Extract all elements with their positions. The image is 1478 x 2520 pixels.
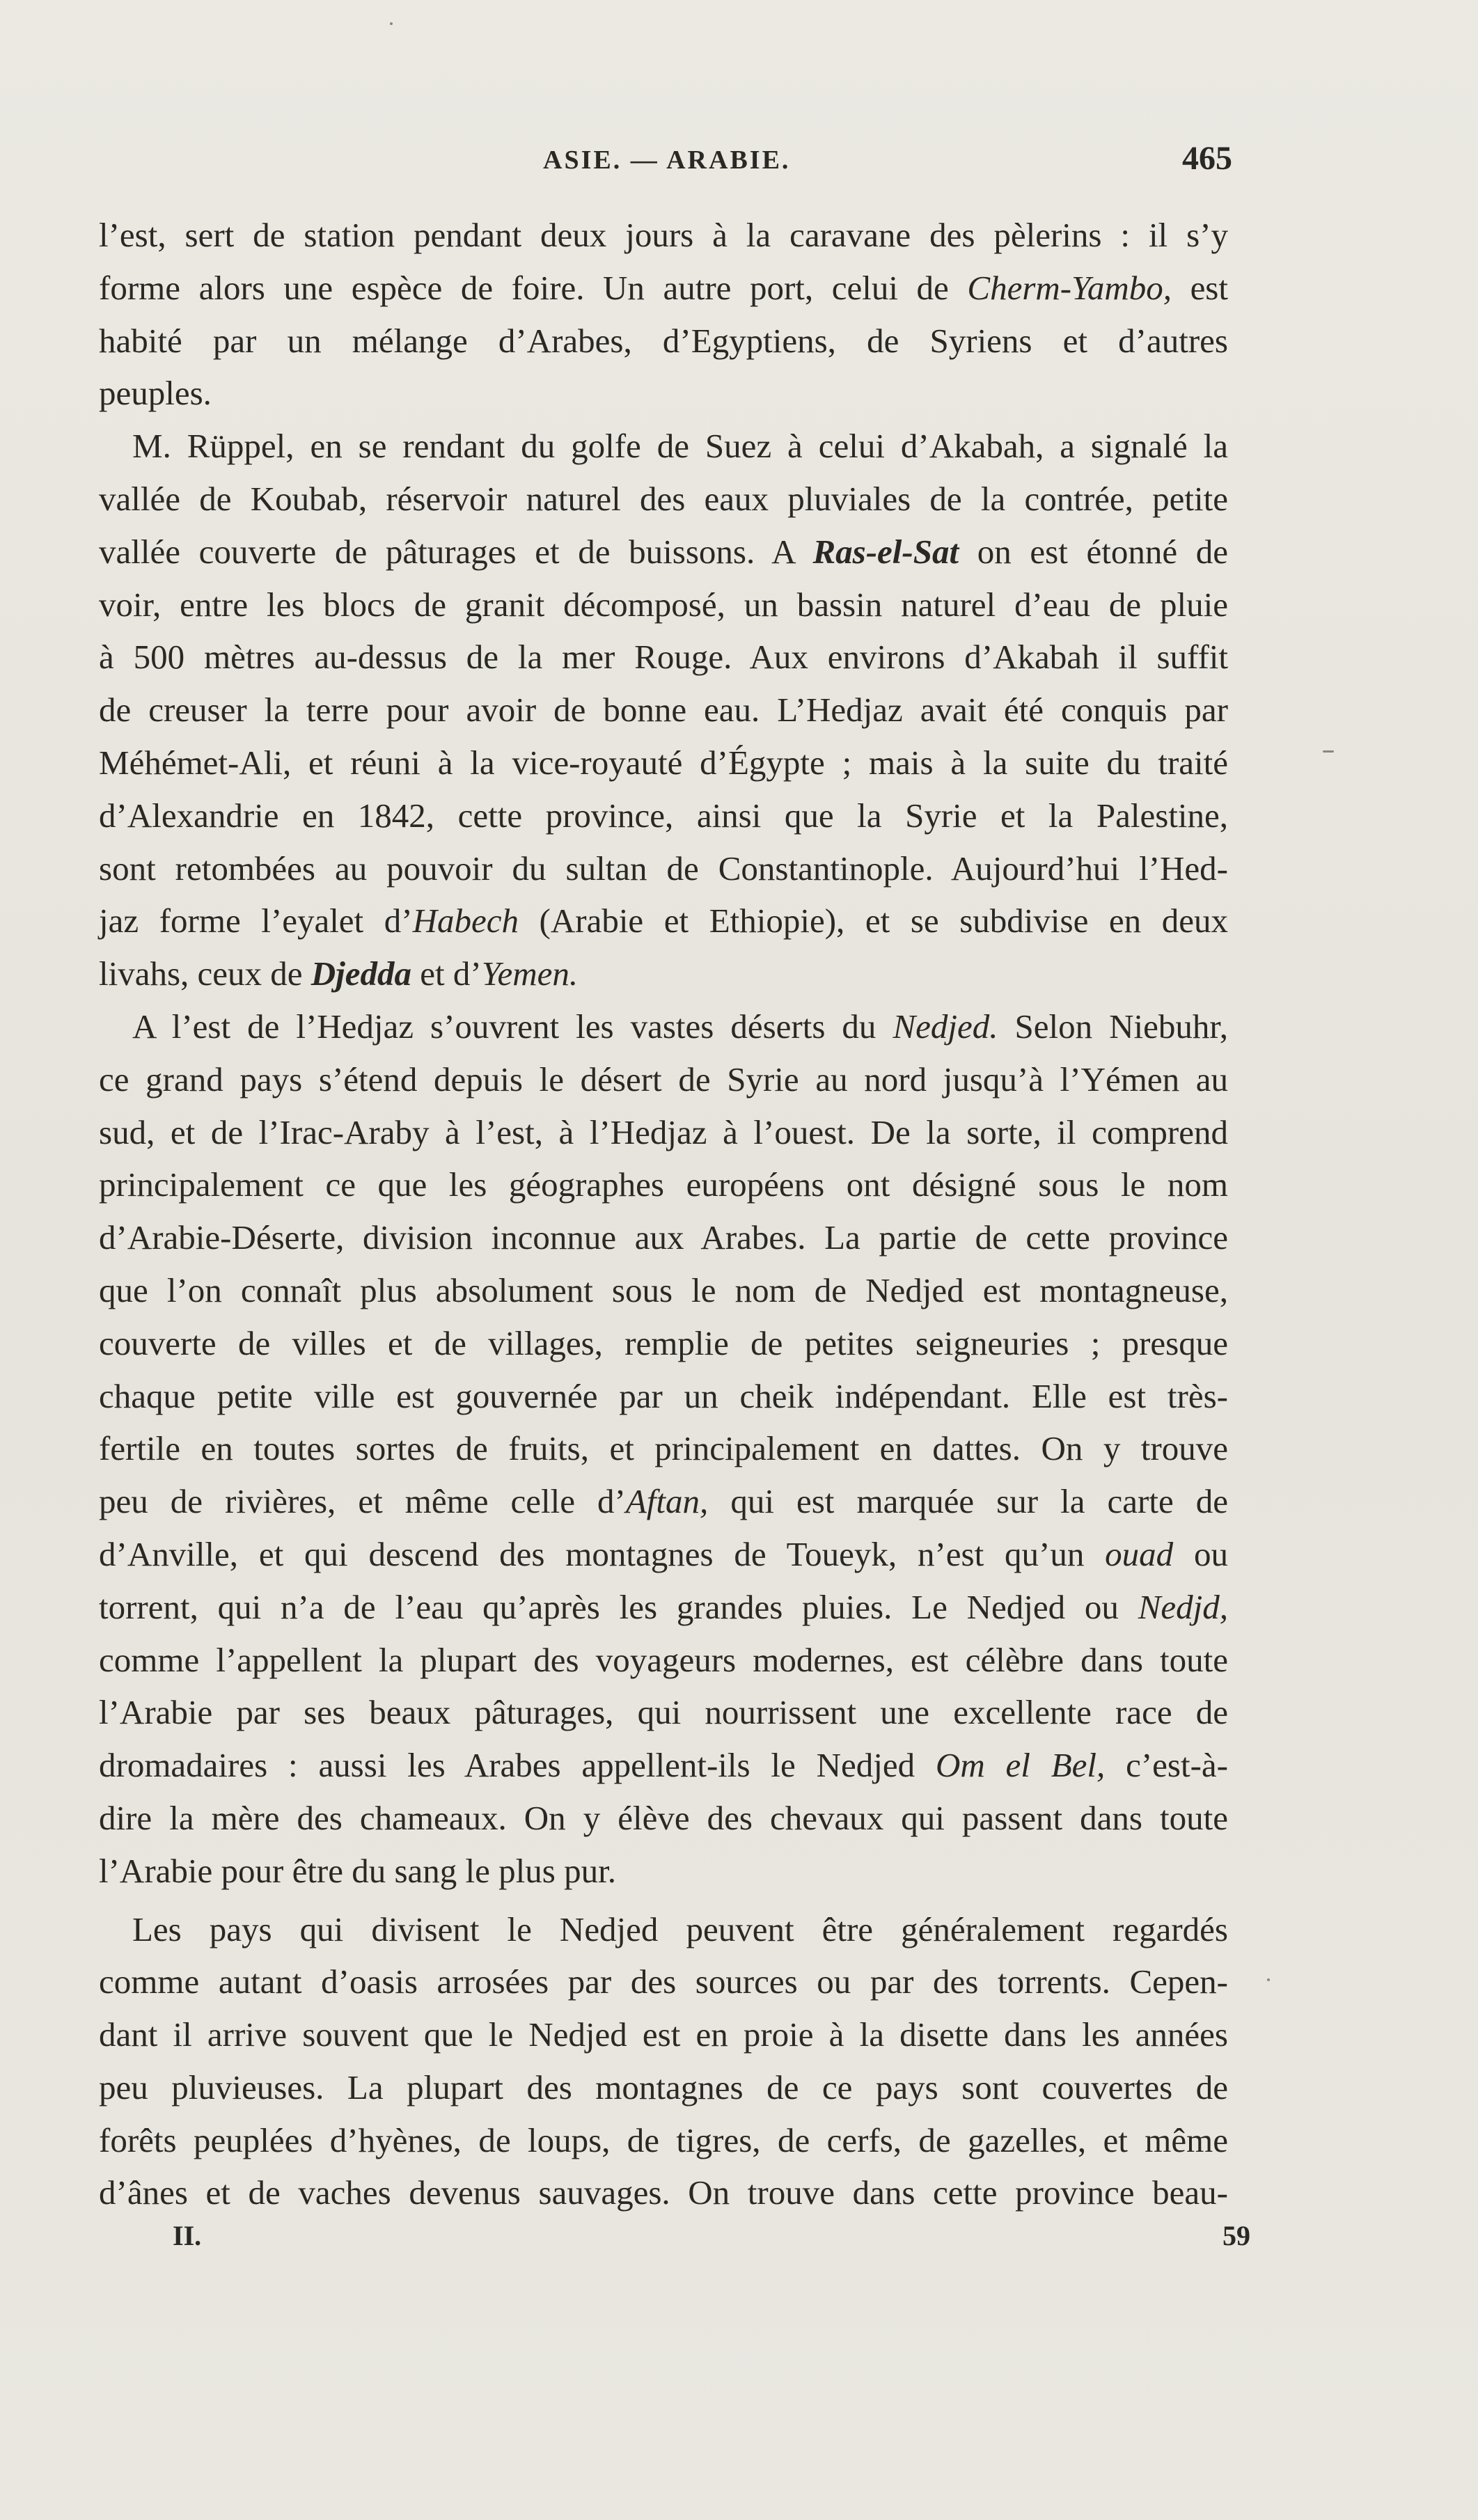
place-name: Djedda bbox=[310, 954, 412, 993]
text-line: sont retombées au pouvoir du sultan de Constantinople. Aujourd’hui l’Hed- bbox=[99, 849, 1228, 888]
text-line: l’Arabie pour être du sang le plus pur. bbox=[99, 1851, 616, 1890]
running-title: ASIE. — ARABIE. bbox=[543, 145, 791, 175]
text-line: dromadaires : aussi les Arabes appellent-ils le Nedjed Om el Bel, c’est-à- bbox=[99, 1746, 1228, 1785]
text-line: ce grand pays s’étend depuis le désert de Syrie au nord jusqu’à l’Yémen au bbox=[99, 1060, 1228, 1098]
text-line: l’Arabie par ses beaux pâturages, qui nourrissent une excellente race de bbox=[99, 1693, 1228, 1732]
ink-speck bbox=[1267, 1978, 1270, 1981]
text-line: vallée couverte de pâturages et de buissons. A Ras-el-Sat on est étonné de bbox=[99, 532, 1228, 571]
text-line: que l’on connaît plus absolument sous le nom de Nedjed est montagneuse, bbox=[99, 1270, 1228, 1309]
place-name: Nedjed. bbox=[893, 1007, 998, 1046]
text-line: chaque petite ville est gouvernée par un cheik indépendant. Elle est très- bbox=[99, 1376, 1228, 1415]
text-line: comme autant d’oasis arrosées par des sources ou par des torrents. Cepen- bbox=[99, 1962, 1228, 2001]
text-line: dant il arrive souvent que le Nedjed est en proie à la disette dans les années bbox=[99, 2015, 1228, 2054]
text-line: torrent, qui n’a de l’eau qu’après les grandes pluies. Le Nedjed ou Nedjd, bbox=[99, 1587, 1228, 1626]
text-line: Méhémet-Ali, et réuni à la vice-royauté d’Égypte ; mais à la suite du traité bbox=[99, 743, 1228, 782]
place-name: Aftan, bbox=[625, 1482, 709, 1521]
text-line: sud, et de l’Irac-Araby à l’est, à l’Hedjaz à l’ouest. De la sorte, il comprend bbox=[99, 1112, 1228, 1151]
text-line: d’Alexandrie en 1842, cette province, ainsi que la Syrie et la Palestine, bbox=[99, 796, 1228, 835]
text-line: d’Anville, et qui descend des montagnes de Toueyk, n’est qu’un ouad ou bbox=[99, 1534, 1228, 1573]
text-line: forme alors une espèce de foire. Un autre port, celui de Cherm-Yambo, est bbox=[99, 268, 1228, 307]
gathering-number: 59 bbox=[1223, 2220, 1250, 2251]
page-footer bbox=[173, 2219, 1250, 2261]
place-name: Yemen. bbox=[481, 954, 579, 993]
text-line: l’est, sert de station pendant deux jours à la caravane des pèlerins : il s’y bbox=[99, 216, 1228, 254]
term: ouad bbox=[1105, 1534, 1174, 1573]
text-line: peu pluvieuses. La plupart des montagnes de ce pays sont couvertes de bbox=[99, 2068, 1228, 2106]
text-line: fertile en toutes sortes de fruits, et principalement en dattes. On y trouve bbox=[99, 1429, 1228, 1468]
page-header bbox=[97, 139, 1232, 188]
text-line: comme l’appellent la plupart des voyageurs modernes, est célèbre dans toute bbox=[99, 1640, 1228, 1679]
place-name: Ras-el-Sat bbox=[812, 532, 959, 571]
text-line: à 500 mètres au-dessus de la mer Rouge. Aux environs d’Akabah il suffit bbox=[99, 638, 1228, 677]
text-line: habité par un mélange d’Arabes, d’Egyptiens, de Syriens et d’autres bbox=[99, 321, 1228, 360]
place-name: Cherm-Yambo, bbox=[967, 268, 1172, 307]
text-line: couverte de villes et de villages, remplie de petites seigneuries ; presque bbox=[99, 1323, 1228, 1362]
ink-speck bbox=[390, 22, 393, 25]
text-line: d’Arabie-Déserte, division inconnue aux Arabes. La partie de cette province bbox=[99, 1218, 1228, 1257]
text-line: dire la mère des chameaux. On y élève des chevaux qui passent dans toute bbox=[99, 1798, 1228, 1837]
text-line: peu de rivières, et même celle d’Aftan, qui est marquée sur la carte de bbox=[99, 1482, 1228, 1521]
text-line: livahs, ceux de Djedda et d’Yemen. bbox=[99, 954, 579, 993]
text-line: Les pays qui divisent le Nedjed peuvent être généralement regardés bbox=[132, 1909, 1228, 1948]
text-line: M. Rüppel, en se rendant du golfe de Suez à celui d’Akabah, a signalé la bbox=[132, 427, 1228, 466]
term: Om el Bel, bbox=[935, 1746, 1106, 1785]
text-line: jaz forme l’eyalet d’Habech (Arabie et Ethiopie), et se subdivise en deux bbox=[99, 901, 1228, 940]
text-line: peuples. bbox=[99, 374, 212, 413]
text-line: principalement ce que les géographes européens ont désigné sous le nom bbox=[99, 1165, 1228, 1204]
place-name: Nedjd, bbox=[1138, 1587, 1228, 1626]
text-line: voir, entre les blocs de granit décomposé, un bassin naturel d’eau de pluie bbox=[99, 585, 1228, 624]
place-name: Habech bbox=[412, 901, 519, 940]
text-line: A l’est de l’Hedjaz s’ouvrent les vastes déserts du Nedjed. Selon Niebuhr, bbox=[132, 1007, 1228, 1046]
text-line: de creuser la terre pour avoir de bonne eau. L’Hedjaz avait été conquis par bbox=[99, 691, 1228, 730]
body-text bbox=[99, 209, 1228, 2219]
signature-mark: II. bbox=[173, 2220, 202, 2251]
ink-speck bbox=[1323, 750, 1334, 753]
text-line: forêts peuplées d’hyènes, de loups, de tigres, de cerfs, de gazelles, et même bbox=[99, 2120, 1228, 2159]
text-line: vallée de Koubab, réservoir naturel des eaux pluviales de la contrée, petite bbox=[99, 479, 1228, 518]
page-number: 465 bbox=[1182, 140, 1232, 177]
text-line: d’ânes et de vaches devenus sauvages. On trouve dans cette province beau- bbox=[99, 2173, 1228, 2212]
